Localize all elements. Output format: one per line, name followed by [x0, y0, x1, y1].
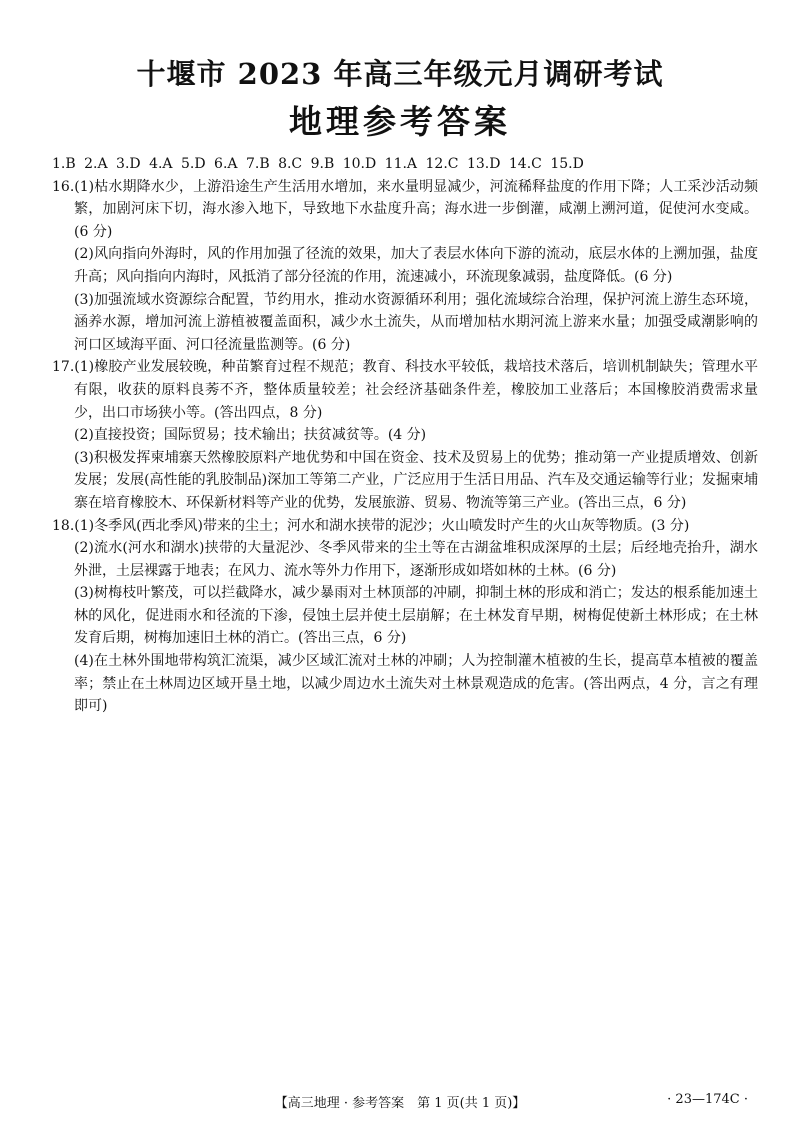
mc-answer: 10.D [342, 156, 377, 172]
q17-part3: (3)积极发挥柬埔寨天然橡胶原料产地优势和中国在资金、技术及贸易上的优势；推动第一产业提质增效、创新发展；发展(高性能的乳胶制品)深加工等第二产业，广泛应用于生活日用品、汽车及交通运输等行业；发掘柬埔寨在培育橡胶木、环保新材料等产业的优势，发展旅游、贸易、物流等第三产业。(答出三点，6 分) [74, 449, 758, 511]
question-18 [52, 515, 758, 718]
mc-answer: 2.A [84, 156, 108, 172]
mc-answer: 6.A [214, 156, 238, 172]
footer-doc-code: · 23—174C · [667, 1092, 748, 1107]
q16-part2: (2)风向指向外海时，风的作用加强了径流的效果，加大了表层水体向下游的流动，底层水体的上溯加强，盐度升高；风向指向内海时，风抵消了部分径流的作用，流速减小，环流现象减弱，盐度降低。(6 分) [74, 246, 758, 285]
mc-answer: 15.D [550, 156, 584, 172]
document-subtitle: 地理参考答案 [289, 102, 511, 141]
multiple-choice-answers [52, 153, 758, 176]
q18-part2: (2)流水(河水和湖水)挟带的大量泥沙、冬季风带来的尘土等在古湖盆堆积成深厚的土层；后经地壳抬升，湖水外泄，土层裸露于地表；在风力、流水等外力作用下，逐渐形成如塔如林的土林。(6 分) [74, 540, 758, 579]
mc-answer: 5.D [181, 156, 206, 172]
footer-page-info: 【高三地理 · 参考答案 第 1 页(共 1 页)】 [274, 1096, 526, 1111]
question-17 [52, 356, 758, 514]
q18-part4: (4)在土林外围地带构筑汇流渠，减少区域汇流对土林的冲刷；人为控制灌木植被的生长，提高草本植被的覆盖率；禁止在土林周边区域开垦土地，以减少周边水土流失对土林景观造成的危害。(答出两点，4 分，言之有理即可) [74, 653, 758, 715]
mc-answer: 8.C [278, 156, 303, 172]
mc-answer: 9.B [310, 156, 335, 172]
q18-part3: (3)树梅枝叶繁茂，可以拦截降水，减少暴雨对土林顶部的冲刷，抑制土林的形成和消亡；发达的根系能加速土林的风化，促进雨水和径流的下渗，侵蚀土层并使土层崩解；在土林发育早期，树梅促使新土林形成；在土林发育后期，树梅加速旧土林的消亡。(答出三点，6 分) [74, 585, 758, 647]
mc-answer: 4.A [149, 156, 173, 172]
q16-part3: (3)加强流域水资源综合配置，节约用水，推动水资源循环利用；强化流域综合治理，保护河流上游生态环境，涵养水源，增加河流上游植被覆盖面积，减少水土流失，从而增加枯水期河流上游来水量；加强受咸潮影响的河口区域海平面、河口径流量监测等。(6 分) [74, 291, 758, 353]
mc-answer: 11.A [384, 156, 418, 172]
q16-part1: 16.(1)枯水期降水少，上游沿途生产生活用水增加，来水量明显减少，河流稀释盐度的作用下降；人工采沙活动频繁，加剧河床下切，海水渗入地下，导致地下水盐度升高；海水进一步倒灌，咸潮上溯河道，促使河水变咸。(6 分) [52, 178, 758, 240]
answer-content [52, 153, 758, 718]
q17-part2: (2)直接投资；国际贸易；技术输出；扶贫减贫等。(4 分) [74, 427, 427, 444]
mc-answer: 7.B [245, 156, 270, 172]
mc-answer: 1.B [52, 156, 76, 172]
mc-answer: 12.C [425, 156, 459, 172]
question-16 [52, 176, 758, 357]
q18-part1: 18.(1)冬季风(西北季风)带来的尘土；河水和湖水挟带的泥沙；火山喷发时产生的火山灰等物质。(3 分) [52, 517, 690, 534]
q17-part1: 17.(1)橡胶产业发展较晚，种苗繁育过程不规范；教育、科技水平较低，栽培技术落后，培训机制缺失；管理水平有限，收获的原料良莠不齐，整体质量较差；社会经济基础条件差，橡胶加工业落后；本国橡胶消费需求量少，出口市场狭小等。(答出四点，8 分) [52, 359, 758, 421]
exam-title: 十堰市 2023 年高三年级元月调研考试 [136, 57, 664, 91]
mc-answer: 3.D [116, 156, 141, 172]
mc-answer: 13.D [466, 156, 501, 172]
mc-answer: 14.C [508, 156, 542, 172]
